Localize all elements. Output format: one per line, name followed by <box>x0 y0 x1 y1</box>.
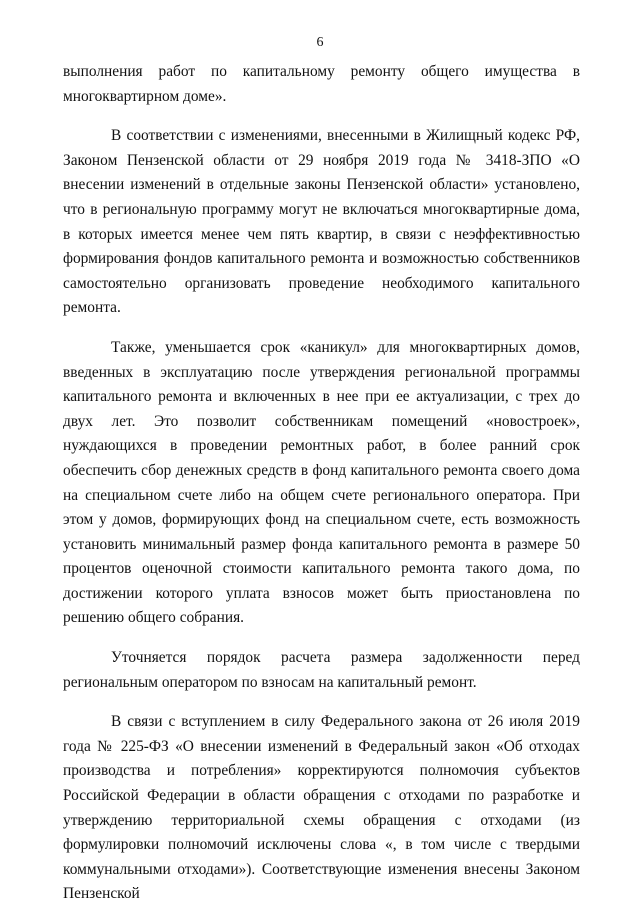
paragraph-holidays: Также, уменьшается срок «каникул» для многоквартирных домов, введенных в эксплуатацию после утверждения региональной программы капитального ремонта и включенных в нее при ее актуализации, с трех до двух лет. Это позволит собственникам помещений «новостроек», нуждающихся в проведении ремонтных работ, в более ранний срок обеспечить сбор денежных средств в фонд капитального ремонта своего дома на специальном счете либо на общем счете регионального оператора. При этом у домов, формирующих фонд на специальном счете, есть возможность установить минимальный размер фонда капитального ремонта в размере 50 процентов оценочной стоимости капитального ремонта такого дома, по достижении которого уплата взносов может быть приостановлена по решению общего собрания. <box>63 338 580 627</box>
paragraph-continuation: выполнения работ по капитальному ремонту общего имущества в многоквартирном доме». <box>63 63 580 105</box>
paragraph-debt: Уточняется порядок расчета размера задолженности перед региональным оператором по взносам на капитальный ремонт. <box>63 649 580 691</box>
page-number: 6 <box>316 35 324 50</box>
document-body <box>63 60 580 907</box>
paragraph-waste-law: В связи с вступлением в силу Федерального закона от 26 июля 2019 года № 225-ФЗ «О внесении изменений в Федеральный закон «Об отходах производства и потребления» корректируются полномочия субъектов Российской Федерации в области обращения с отходами по разработке и утверждению территориальной схемы обращения с отходами (из формулировки полномочий исключены слова «, в том числе с твердыми коммунальными отходами»). Соответствующие изменения внесены Законом Пензенской <box>63 713 580 903</box>
paragraph-housing-code: В соответствии с изменениями, внесенными в Жилищный кодекс РФ, Законом Пензенской области от 29 ноября 2019 года № 3418-ЗПО «О внесении изменений в отдельные законы Пензенской области» установлено, что в региональную программу могут не включаться многоквартирные дома, в которых имеется менее чем пять квартир, в связи с неэффективностью формирования фондов капитального ремонта и возможностью собственников самостоятельно организовать проведение необходимого капитального ремонта. <box>63 127 580 317</box>
